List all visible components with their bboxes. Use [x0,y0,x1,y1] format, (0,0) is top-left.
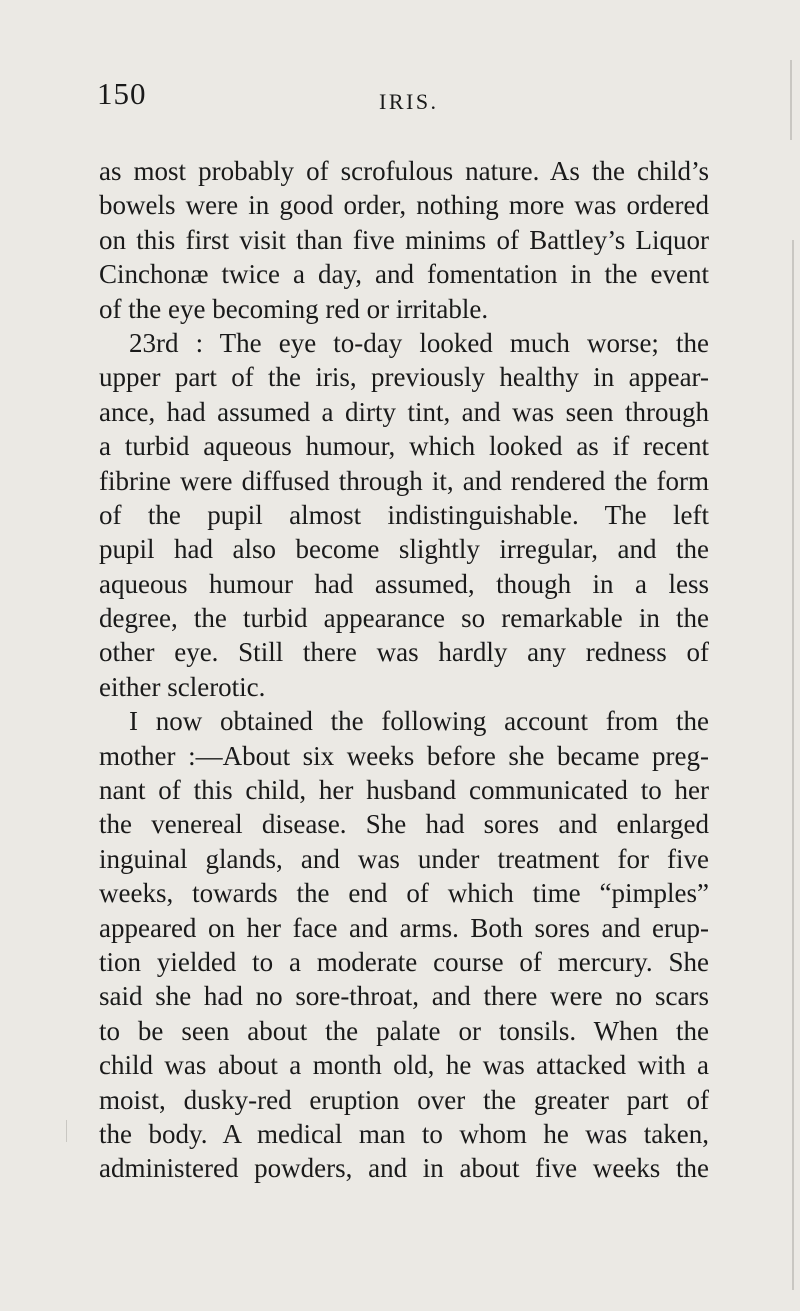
text-line: Cinchonæ twice a day, and fomentation in the event [99,259,709,290]
text-line: administered powders, and in about five weeks the [99,1153,709,1184]
body-text [99,154,709,1186]
text-line: moist, dusky-red eruption over the greater part of [99,1084,709,1115]
text-line: other eye. Still there was hardly any redness of [99,637,709,668]
text-line: bowels were in good order, nothing more was ordered [99,190,709,221]
text-line: a turbid aqueous humour, which looked as if recent [99,431,709,462]
text-line: child was about a month old, he was attacked with a [99,1050,709,1081]
text-line: ance, had assumed a dirty tint, and was seen through [99,396,709,427]
text-line: to be seen about the palate or tonsils. When the [99,1015,709,1046]
text-line: fibrine were diffused through it, and rendered the form [99,465,709,496]
text-line: mother :—About six weeks before she became preg- [99,740,709,771]
text-line: said she had no sore-throat, and there were no scars [99,981,709,1012]
margin-mark [790,60,792,140]
text-line: weeks, towards the end of which time “pimples” [99,878,709,909]
margin-mark [66,1120,67,1142]
text-line: nant of this child, her husband communicated to her [99,775,709,806]
text-line: either sclerotic. [99,671,266,702]
text-line: upper part of the iris, previously healthy in appear- [99,362,709,393]
text-line: tion yielded to a moderate course of mercury. She [99,946,709,977]
text-line: the venereal disease. She had sores and enlarged [99,809,709,840]
text-line: the body. A medical man to whom he was taken, [99,1118,709,1149]
text-line: aqueous humour had assumed, though in a less [99,568,709,599]
margin-mark [792,240,794,1290]
page-number: 150 [97,76,147,111]
text-line: I now obtained the following account from the [129,706,709,737]
text-line: inguinal glands, and was under treatment for five [99,843,709,874]
text-line: degree, the turbid appearance so remarkable in the [99,603,709,634]
text-line: as most probably of scrofulous nature. As the child’s [99,156,709,186]
text-line: of the pupil almost indistinguishable. The left [99,499,709,530]
running-head: IRIS. [379,89,439,114]
text-line: appeared on her face and arms. Both sores and erup- [99,912,709,943]
text-line: on this first visit than five minims of Battley’s Liquor [99,224,709,255]
text-line: of the eye becoming red or irritable. [99,293,489,324]
text-line: 23rd : The eye to-day looked much worse; the [129,327,709,358]
text-line: pupil had also become slightly irregular, and the [99,534,709,565]
